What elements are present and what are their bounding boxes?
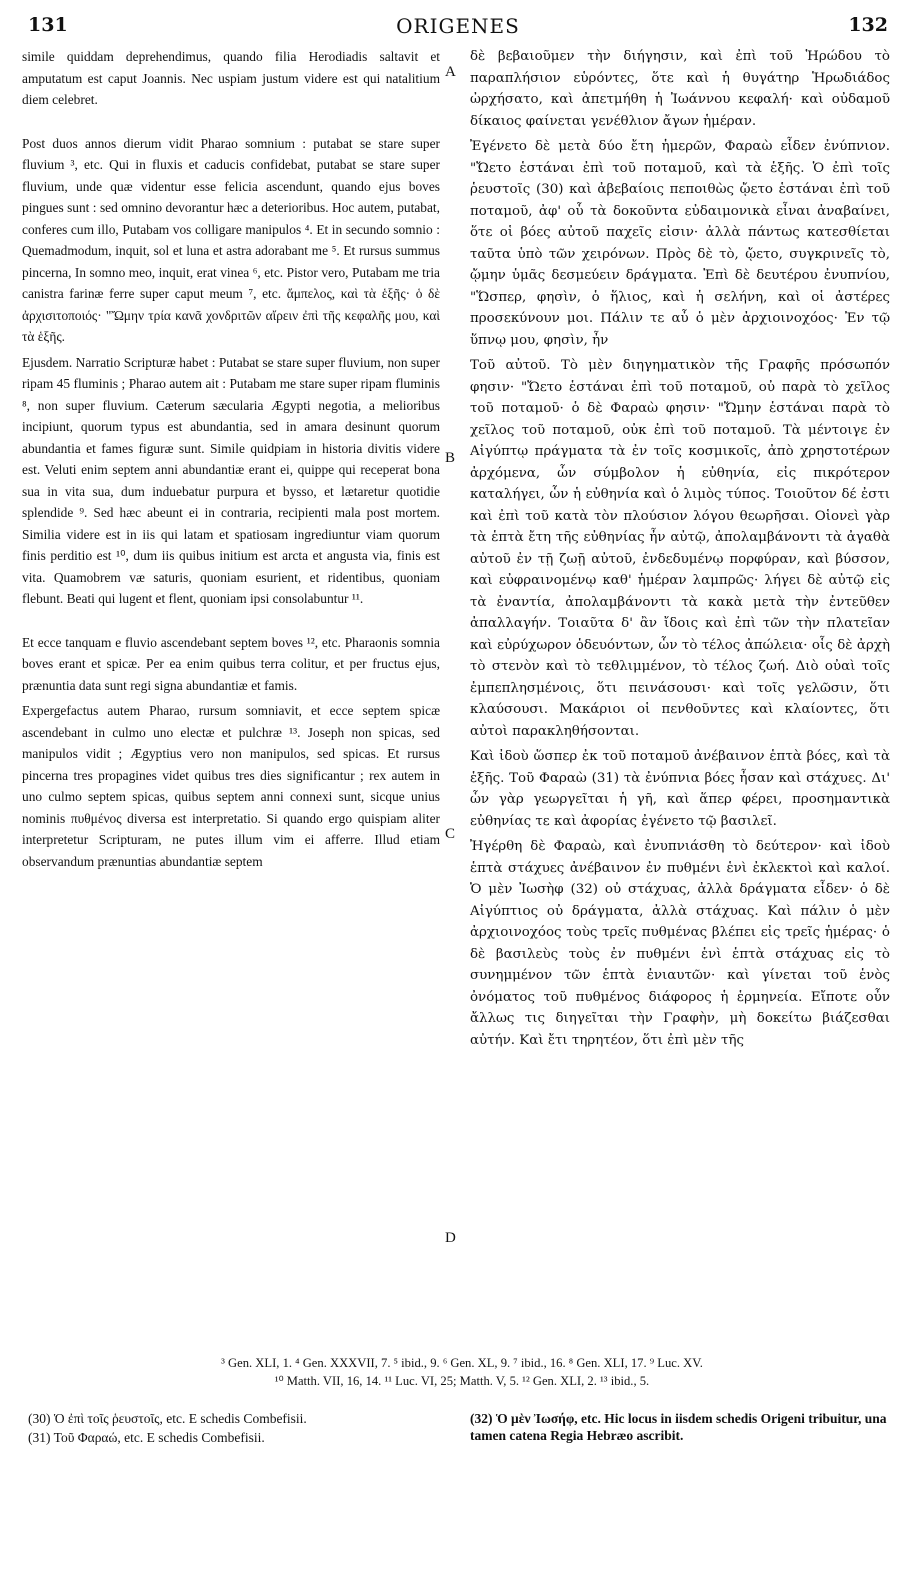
- editorial-notes-left: [28, 1410, 440, 1448]
- greek-column: [470, 46, 890, 1055]
- latin-paragraph: Ejusdem. Narratio Scripturæ habet : Putabat se stare super fluvium, non super ripam 45 fluminis ; Pharao autem ait : Putabam me stare super ripam fluminis ⁸, non super fluvium. Cæterum sæcularia Ægypti negotia, a melioribus incipiunt, quorum typus est abundantia, sed in amara desinunt quorum abundantia et fames figuræ sunt. Simile quidpiam in historia divitis videre est. Veluti enim septem anni abundantiæ erant ei, quippe qui receperat bona sua in vita sua, dum induebatur purpura et bysso, et lætaretur quotidie splendide ⁹. Sed hæc abeunt ei in contraria, recipienti mala post mortem. Similia videre est in iis qui latam et spatiosam ingrediuntur viam quorum finis perditio est ¹⁰, dum iis quibus initium est arcta et angusta via, finis est vita. Quamobrem væ saturis, quoniam esurient, et ridentibus, quoniam flebunt. Beati qui lugent et flent, quoniam ipsi consolabuntur ¹¹.: [22, 354, 440, 606]
- page-number-right: 132: [848, 14, 888, 36]
- greek-paragraph: Τοῦ αὐτοῦ. Τὸ μὲν διηγηματικὸν τῆς Γραφῆς πρόσωπόν φησιν· "Ὤετο ἑστάναι ἐπὶ τοῦ ποταμοῦ, οὐ παρὰ τὸ χεῖλος τοῦ ποταμοῦ· ὁ δὲ Φαραὼ φησιν· "Ὤμην ἑστάναι παρὰ τὸ χεῖλος τοῦ ποταμοῦ, οὐκ ἐπὶ τοῦ ποταμοῦ. Τὰ μέντοιγε ἐν Αἰγύπτῳ πράγματα τὰ ἐν τοῖς κοσμικοῖς, ἀπὸ χρηστοτέρων ἀρχόμενα, ὧν σύμβολον ἡ εὐθηνία, εἰς πικρότερον καταλήγει, ὧν ἡ εὐθηνία καὶ ὁ λιμὸς τύπος. Τοιοῦτον δέ ἐστι καὶ ἐπὶ τοῦ κατὰ τὸν πλούσιον λόγου θεωρῆσαι. Οἱονεὶ γὰρ τὰ ἑπτὰ ἔτη τῆς εὐθηνίας ἦν αὐτῷ, ἀπολαμβάνοντι τὰ ἀγαθὰ αὐτοῦ ἐν τῇ ζωῇ αὐτοῦ, ἐνδεδυμένῳ πορφύραν, καὶ βύσσον, καὶ εὐφραινομένῳ καθ' ἡμέραν λαμπρῶς· λήγει δὲ αὐτῷ εἰς τὰ ἐναντία, ἀπολαμβάνοντι τὰ κακὰ μετὰ τὴν ἐντεῦθεν ἀπαλλαγήν. Τοιαῦτα δ' ἂν ἴδοις καὶ ἐπὶ τῶν τὴν πλατεῖαν καὶ εὐρύχωρον ὁδευόντων, ὧν τὸ τέλος ἀπώλεια· οἷς δὲ ἀρχὴ τὸ στενὸν καὶ τὸ τεθλιμμένον, τὸ τέλος ζωή. Διὸ οὐαὶ τοῖς ἐμπεπλησμένοις, ὅτι πεινάσουσι· καὶ τοῖς γελῶσιν, ὅτι κλαύσουσι. Μακάριοι οἱ πενθοῦντες καὶ κλαίοντες, ὅτι αὐτοὶ παρακληθήσονται.: [470, 358, 890, 739]
- greek-paragraph: Ἐγένετο δὲ μετὰ δύο ἔτη ἡμερῶν, Φαραὼ εἶδεν ἐνύπνιον. "Ὤετο ἑστάναι ἐπὶ τοῦ ποταμοῦ, καὶ τὰ ἑξῆς. Ὁ ἐπὶ τοῖς ῥευστοῖς (30) καὶ ἀβεβαίοις πεποιθὼς ᾤετο ἑστάναι ἐπὶ τοῦ ποταμοῦ, ἀφ' οὗ τὰ δοκοῦντα εὐδαιμονικὰ εἶναι ἀναβαίνει, ὅτε οἱ βόες αὐτοῦ παχεῖς εἰσιν· ἀλλὰ πάντως κατεσθίεται ταῦτα ὑπὸ τῶν χειρόνων. Πρὸς δὲ τὸ, ᾤετο, συγκρινεῖς τὸ, ᾤμην ὑμᾶς δεσμεύειν δράγματα. Ἐπὶ δὲ δευτέρου ἐνυπνίου, "Ὥσπερ, φησὶν, ὁ ἥλιος, καὶ ἡ σελήνη, καὶ οἱ ἀστέρες προσεκύνουν μοι. Πάλιν τε αὖ ὁ μὲν ἀρχιοινοχόος· Ἐν τῷ ὕπνῳ μου, φησὶν, ἦν: [470, 139, 890, 348]
- greek-paragraph: Ἠγέρθη δὲ Φαραὼ, καὶ ἐνυπνιάσθη τὸ δεύτερον· καὶ ἰδοὺ ἑπτὰ στάχυες ἀνέβαινον ἐν πυθμένι ἑνὶ ἐκλεκτοὶ καὶ καλοί. Ὁ μὲν Ἰωσὴφ (32) οὐ στάχυας, ἀλλὰ δράγματα εἶδεν· ὁ δὲ Αἰγύπτιος οὐ δράγματα, ἀλλὰ στάχυας. Καὶ πάλιν ὁ μὲν ἀρχιοινοχόος τοὺς τρεῖς πυθμένας βλέπει εἰς τρεῖς ἡμέρας· ὁ δὲ βασιλεὺς τοὺς ἐν πυθμένι ἑνὶ ἑπτὰ στάχυας εἰς τὸ συνημμένον τῶν ἑπτὰ ἐνιαυτῶν· καὶ γίνεται τοῦ ἑνὸς ὀνόματος τοῦ πυθμένος διάφορος ἡ ἑρμηνεία. Εἴποτε οὖν ἄλλως τις διηγεῖται τὴν Γραφὴν, μὴ δοκείτω βιάζεσθαι αὐτήν. Καὶ ἔτι τηρητέον, ὅτι ἐπὶ μὲν τῆς: [470, 839, 890, 1048]
- footnote-line: ³ Gen. XLI, 1. ⁴ Gen. XXXVII, 7. ⁵ ibid., 9. ⁶ Gen. XL, 9. ⁷ ibid., 16. ⁸ Gen. XLI, 17. ⁹ Luc. XV.: [221, 1356, 703, 1370]
- latin-paragraph: Et ecce tanquam e fluvio ascendebant septem boves ¹², etc. Pharaonis somnia boves erant et spicæ. Per ea enim quibus terra colitur, et per fructus ejus, prænuntia data sunt regi signa abundantiæ et famis.: [22, 634, 440, 693]
- greek-paragraph: Καὶ ἰδοὺ ὥσπερ ἐκ τοῦ ποταμοῦ ἀνέβαινον ἑπτὰ βόες, καὶ τὰ ἑξῆς. Τοῦ Φαραὼ (31) τὰ ἐνύπνια βόες ἦσαν καὶ στάχυες. Δι' ὧν γὰρ γεωργεῖται ἡ γῆ, καὶ ἅπερ φέρει, προσημαντικὰ εὐθηνίας τε καὶ ἀφορίας ἐγένετο τῷ βασιλεῖ.: [470, 749, 890, 829]
- greek-paragraph: δὲ βεβαιοῦμεν τὴν διήγησιν, καὶ ἐπὶ τοῦ Ἡρώδου τὸ παραπλήσιον εὑρόντες, ὅτε καὶ ἡ θυγάτηρ Ἡρωδιάδος ὠρχήσατο, καὶ ἀπετμήθη ἡ Ἰωάννου κεφαλή· καὶ οὐδαμοῦ δίκαιος φαίνεται γενέθλιον ἄγων ἡμέραν.: [470, 49, 890, 129]
- running-title: ORIGENES: [396, 14, 520, 38]
- note-30: (30) Ὁ ἐπὶ τοῖς ῥευστοῖς, etc. E schedis Combefisii.: [28, 1411, 307, 1426]
- note-31: (31) Τοῦ Φαραώ, etc. E schedis Combefisii.: [28, 1430, 265, 1445]
- margin-letter-b: B: [445, 450, 456, 466]
- note-32: (32) Ὁ μὲν Ἰωσήφ, etc. Hic locus in iisdem schedis Origeni tribuitur, una tamen catena Regia Hebræo ascribit.: [470, 1411, 887, 1443]
- latin-paragraph: simile quiddam deprehendimus, quando filia Herodiadis saltavit et amputatum est caput Joannis. Nec uspiam justum videre est qui natalitium diem celebret.: [22, 49, 440, 107]
- margin-letter-c: C: [445, 826, 456, 842]
- page-number-left: 131: [28, 14, 68, 36]
- latin-paragraph: Expergefactus autem Pharao, rursum somniavit, et ecce septem spicæ ascendebant in culmo uno electæ et pulchræ ¹³. Joseph non spicas, sed manipulos vidit ; Ægyptius vero non manipulos, sed spicas. Et rursus pincerna tres propagines videt quibus tres dies significantur ; rex autem in uno culmo septem spicas, quibus septem anni connexi sunt, sicque unius nominis πυθμένος diversa est interpretatio. Si quando ergo quispiam aliter interpretetur Scripturam, ne putes illum vim ei afferre. Illud etiam observandum prænuntias abundantiæ septem: [22, 703, 440, 869]
- latin-column: [22, 46, 440, 876]
- margin-letter-d: D: [445, 1230, 456, 1246]
- footnote-line: ¹⁰ Matth. VII, 16, 14. ¹¹ Luc. VI, 25; Matth. V, 5. ¹² Gen. XLI, 2. ¹³ ibid., 5.: [274, 1374, 650, 1388]
- editorial-notes-right: [470, 1410, 890, 1446]
- margin-letter-a: A: [445, 64, 456, 80]
- scripture-footnotes: [32, 1354, 892, 1390]
- page-header: [28, 14, 888, 42]
- latin-paragraph: Post duos annos dierum vidit Pharao somnium : putabat se stare super fluvium ³, etc. Qui in fluxis et caducis confidebat, putabat se stare super fluvium, unde quæ videntur esse felicia ascendunt, quando ejus boves pingues sunt : sed omnino devorantur hæc a deterioribus. Hoc autem, putabat, conferes cum illo, Putabam vos colligare manipulos ⁴. Et in secundo somnio : Quemadmodum, inquit, sol et luna et astra adorabant me ⁵. Et rursus summus pincerna, In somno meo, inquit, erat vinea ⁶, etc. Pistor vero, Putabam me tria canistra farinæ ferre super caput meum ⁷, etc. ἄμπελος, καὶ τὰ ἑξῆς· ὁ δὲ ἀρχισιτοποιός· "Ὤμην τρία κανᾶ χονδριτῶν αἴρειν ἐπὶ τῆς κεφαλῆς μου, καὶ τὰ ἑξῆς.: [22, 135, 440, 344]
